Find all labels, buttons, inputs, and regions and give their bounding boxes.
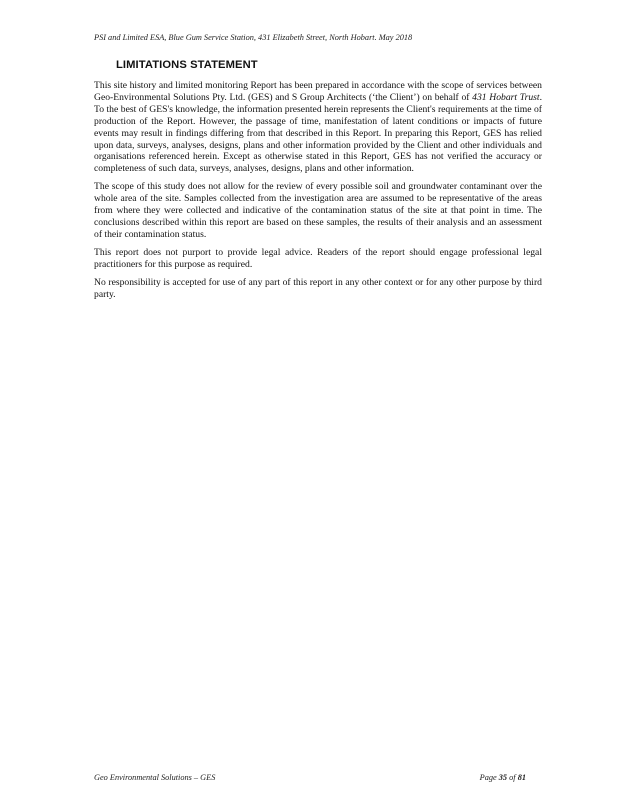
total-pages: 81	[517, 773, 526, 782]
body-text	[94, 80, 542, 306]
paragraph-2: The scope of this study does not allow for the review of every possible soil and groundwater contaminant over the whole area of the site. Samples collected from the investigation area are assumed to be representative of the areas from where they were collected and indicative of the contamination status of the site at that point in time. The conclusions described within this report are based on these samples, the results of their analysis and an assessment of their contamination status.	[94, 181, 542, 240]
of-label: of	[509, 773, 516, 782]
page-number	[480, 773, 526, 782]
paragraph-1	[94, 80, 542, 175]
page-label: Page	[479, 773, 497, 782]
running-header: PSI and Limited ESA, Blue Gum Service Station, 431 Elizabeth Street, North Hobart. May 2018	[94, 33, 413, 42]
client-trust-name: 431 Hobart Trust	[472, 91, 540, 103]
footer-company: Geo Environmental Solutions – GES	[94, 773, 216, 782]
paragraph-3: This report does not purport to provide legal advice. Readers of the report should engage professional legal practitioners for this purpose as required.	[94, 246, 542, 270]
paragraph-4: No responsibility is accepted for use of any part of this report in any other context or for any other purpose by third party.	[94, 276, 542, 300]
current-page: 35	[498, 773, 508, 782]
paragraph-1-lead: This site history and limited monitoring Report has been prepared in accordance with the scope of services between Geo-Environmental Solutions Pty. Ltd. (GES) and S Group Architects (‘the Client’) on behalf of	[94, 80, 542, 103]
section-heading: LIMITATIONS STATEMENT	[116, 59, 258, 71]
paragraph-1-rest: . To the best of GES's knowledge, the information presented herein represents the Client's requirements at the time of production of the Report. However, the passage of time, manifestation of latent conditions or impacts of future events may result in findings differing from that described in this Report. In preparing this Report, GES has relied upon data, surveys, analyses, designs, plans and other information provided by the Client and other individuals and organisations referenced herein. Except as otherwise stated in this Report, GES has not verified the accuracy or completeness of such data, surveys, analyses, designs, plans and other information.	[94, 91, 542, 175]
